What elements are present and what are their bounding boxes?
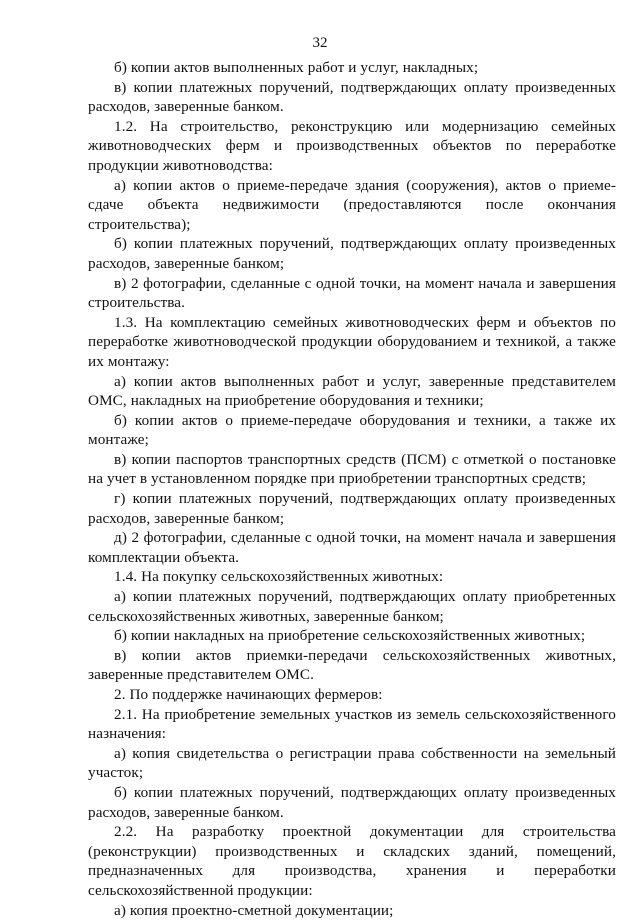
paragraph-1-2b: б) копии платежных поручений, подтверждающих оплату произведенных расходов, заверенные банком; <box>88 235 616 272</box>
paragraph-1-3g: г) копии платежных поручений, подтверждающих оплату произведенных расходов, заверенные банком; <box>88 490 616 527</box>
paragraph-2-2-heading: 2.2. На разработку проектной документации для строительства (реконструкции) производственных и складских зданий, помещений, предназначенных для производства, хранения и переработки сельскохозяйственной продукции: <box>88 823 616 899</box>
paragraph-1-2-heading: 1.2. На строительство, реконструкцию или модернизацию семейных животноводческих ферм и производственных объектов по переработке продукции животноводства: <box>88 117 616 174</box>
paragraph-2-1-heading: 2.1. На приобретение земельных участков из земель сельскохозяйственного назначения: <box>88 705 616 743</box>
paragraph-1-2v: в) 2 фотографии, сделанные с одной точки, на момент начала и завершения строительства. <box>88 274 616 312</box>
paragraph-1-3-heading: 1.3. На комплектацию семейных животноводческих ферм и объектов по переработке животноводческой продукции оборудованием и техникой, а также их монтажу: <box>88 313 616 370</box>
paragraph-1-4v: в) копии актов приемки-передачи сельскохозяйственных животных, заверенные представителем ОМС. <box>88 646 616 684</box>
paragraph-2-2a: а) копия проектно-сметной документации; <box>114 901 394 919</box>
paragraph-1-3v: в) копии паспортов транспортных средств (ПСМ) с отметкой о постановке на учет в установленном порядке при приобретении транспортных средств; <box>88 450 616 488</box>
paragraph-1-3b: б) копии актов о приеме-передаче оборудования и техники, а также их монтаже; <box>88 411 616 449</box>
paragraph-1-3d: д) 2 фотографии, сделанные с одной точки, на момент начала и завершения комплектации объекта. <box>88 529 616 566</box>
paragraph-1-4a: а) копии платежных поручений, подтверждающих оплату приобретенных сельскохозяйственных животных, заверенные банком; <box>88 588 616 625</box>
paragraph-2-1a: а) копия свидетельства о регистрации права собственности на земельный участок; <box>88 744 616 782</box>
paragraph-1-4-heading: 1.4. На покупку сельскохозяйственных животных: <box>114 568 444 586</box>
document-body <box>88 58 616 920</box>
paragraph-2-heading: 2. По поддержке начинающих фермеров: <box>114 686 383 703</box>
page-number: 32 <box>312 35 328 51</box>
paragraph-1b-acts: б) копии актов выполненных работ и услуг, накладных; <box>114 59 479 76</box>
paragraph-2-1b: б) копии платежных поручений, подтверждающих оплату произведенных расходов, заверенные банком. <box>88 783 616 821</box>
paragraph-1-4b: б) копии накладных на приобретение сельскохозяйственных животных; <box>114 627 586 645</box>
paragraph-1v-payments: в) копии платежных поручений, подтверждающих оплату произведенных расходов, заверенные банком. <box>88 78 616 116</box>
paragraph-1-3a: а) копии актов выполненных работ и услуг, заверенные представителем ОМС, накладных на приобретение оборудования и техники; <box>88 372 616 410</box>
paragraph-1-2a: а) копии актов о приеме-передаче здания (сооружения), актов о приеме-сдаче объекта недвижимости (предоставляются после окончания строительства); <box>88 176 616 233</box>
